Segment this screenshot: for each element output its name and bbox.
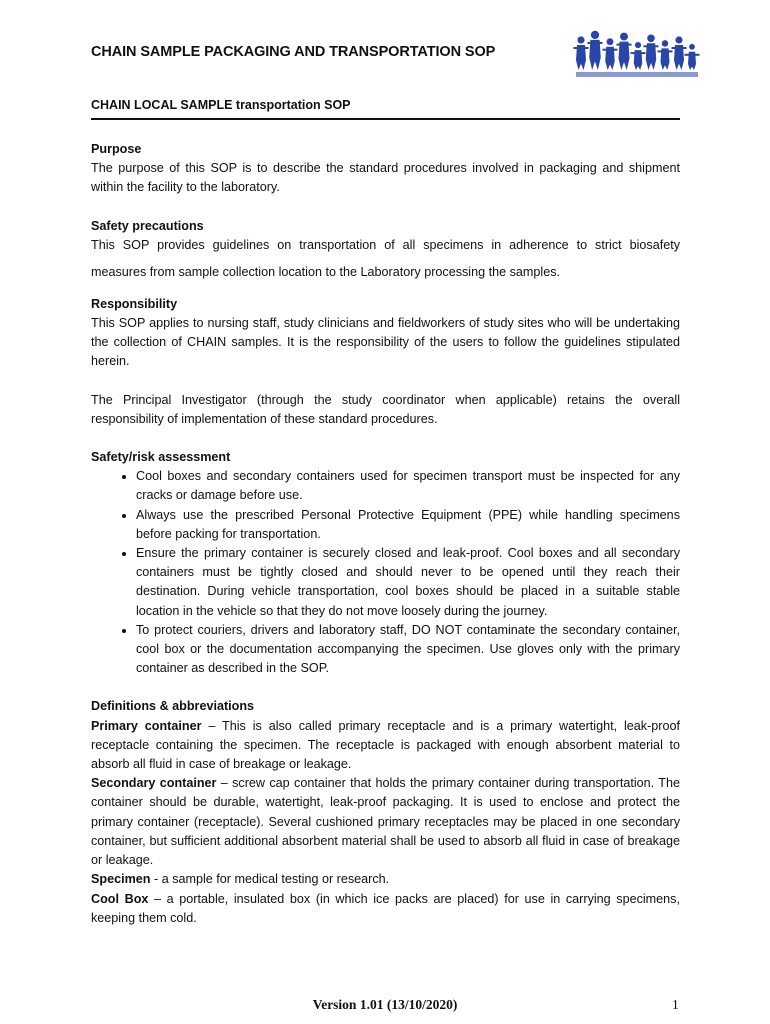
definition-cool-box — [91, 890, 680, 928]
definition-primary — [91, 717, 680, 775]
person-figure-head — [675, 36, 682, 43]
people-chain-logo-icon — [573, 28, 701, 80]
purpose-heading: Purpose — [91, 142, 142, 156]
definition-term: Secondary container — [91, 776, 217, 791]
definition-text: - a sample for medical testing or research. — [150, 872, 390, 887]
responsibility-text-2: The Principal Investigator (through the study coordinator when applicable) retains the overall responsibility of implementation of these standard procedures. — [91, 392, 680, 426]
person-figure-head — [577, 36, 584, 43]
definition-text: – a portable, insulated box (in which ice packs are placed) for use in carrying specimens, keeping them cold. — [91, 891, 680, 925]
person-figure-head — [620, 33, 628, 41]
list-item: • Ensure the primary container is securely closed and leak-proof. Cool boxes and all secondary containers must be tightly closed and should never to be opened until they reach their destination. During vehicle transportation, cool boxes should be placed in a suitable stable location in the vehicle so that they do not move loosely during the journey. — [136, 544, 680, 621]
person-figure-head — [635, 42, 641, 48]
person-figure-body — [589, 40, 601, 70]
header-divider — [91, 118, 680, 120]
responsibility-text: This SOP applies to nursing staff, study clinicians and fieldworkers of study sites who will be undertaking the collection of CHAIN samples. It is the responsibility of the users to follow the guidelines stipulated herein. — [91, 316, 680, 369]
person-figure-head — [662, 40, 668, 46]
page-number: 1 — [672, 997, 679, 1012]
document-body — [91, 140, 680, 928]
list-item: • Always use the prescribed Personal Protective Equipment (PPE) while handling specimens before packing for transportation. — [136, 506, 680, 544]
footer-version: Version 1.01 (13/10/2020) — [312, 997, 458, 1012]
purpose-text: The purpose of this SOP is to describe the standard procedures involved in packaging and shipment within the facility to the laboratory. — [91, 161, 680, 195]
definitions-heading: Definitions & abbreviations — [91, 699, 255, 714]
document-title: CHAIN SAMPLE PACKAGING AND TRANSPORTATION SOP — [91, 44, 496, 60]
definition-text: – screw cap container that holds the primary container during transportation. The container should be durable, watertight, leak-proof packaging. It is used to enclose and protect the primary container (receptacle). Several cushioned primary receptacles may be placed in one secondary container, but sufficient additional absorbent material shall be used to absorb all fluid in case of breakage or leakage. — [91, 776, 680, 868]
risk-list — [91, 467, 680, 678]
person-figure-body — [619, 42, 630, 70]
definition-text: – This is also called primary receptacle and is a primary watertight, leak-proof receptacle containing the specimen. The receptacle is packaged with enough absorbent material to absorb all fluid in case of breakage or leakage. — [91, 718, 680, 772]
person-figure-body — [646, 43, 657, 70]
risk-heading: Safety/risk assessment — [91, 450, 231, 465]
definition-term: Cool Box — [91, 891, 149, 906]
safety-heading: Safety precautions — [91, 218, 204, 233]
definition-specimen — [91, 870, 680, 889]
person-figure-head — [591, 31, 599, 39]
list-item: • To protect couriers, drivers and laboratory staff, DO NOT contaminate the secondary container, cool box or the documentation accompanying the specimen. Use gloves only with the primary container as described in the SOP. — [136, 621, 680, 679]
definition-term: Primary container — [91, 718, 202, 733]
definition-term: Specimen — [91, 872, 151, 887]
safety-text: This SOP provides guidelines on transportation of all specimens in adherence to strict biosafety measures from sample collection location to the Laboratory processing the samples. — [91, 237, 680, 279]
list-item: • Cool boxes and secondary containers used for specimen transport must be inspected for any cracks or damage before use. — [136, 467, 680, 505]
person-figure-head — [607, 38, 614, 45]
definition-secondary — [91, 774, 680, 870]
responsibility-heading: Responsibility — [91, 296, 178, 311]
person-figure-head — [689, 44, 695, 50]
document-subtitle: CHAIN LOCAL SAMPLE transportation SOP — [91, 98, 351, 112]
person-figure-head — [647, 35, 655, 43]
